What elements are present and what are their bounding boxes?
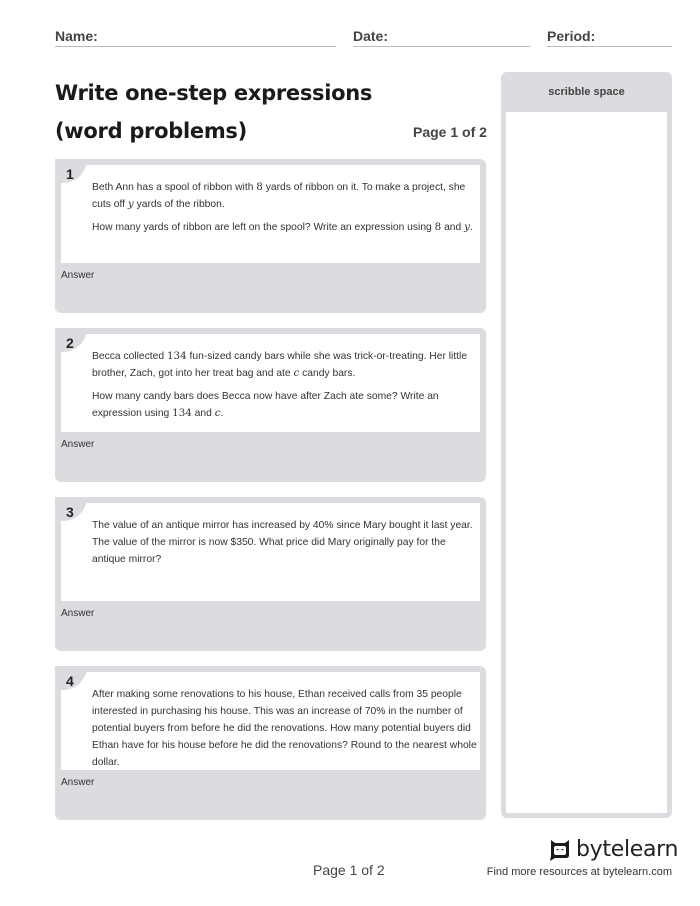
math-token: 134 (166, 350, 187, 362)
answer-label: Answer (61, 608, 95, 619)
math-token: y (464, 221, 470, 233)
question-text (92, 348, 478, 428)
question-text (92, 517, 478, 574)
worksheet-title: Write one-step expressions (word problems) (55, 81, 373, 143)
math-token: 8 (434, 221, 442, 233)
name-field[interactable] (55, 28, 336, 47)
bytelearn-mascot-icon (548, 837, 572, 861)
resources-link[interactable]: Find more resources at bytelearn.com (486, 866, 672, 878)
period-field[interactable] (547, 28, 672, 47)
question-number: 2 (66, 335, 74, 351)
question-paragraph: The value of an antique mirror has increased by 40% since Mary bought it last year. The value of the mirror is now $350. What price did Mary originally pay for the antique mirror? (92, 520, 473, 565)
question-number: 3 (66, 504, 74, 520)
scribble-label: scribble space (548, 86, 625, 98)
question-paragraph: How many yards of ribbon are left on the spool? Write an expression using 8 and y. (92, 221, 473, 233)
date-field[interactable] (353, 28, 530, 47)
scribble-panel (501, 72, 672, 818)
question-paragraph: Becca collected 134 fun-sized candy bars while she was trick-or-treating. Her little brother, Zach, got into her treat bag and ate c candy bars. (92, 350, 468, 379)
question-card (55, 328, 486, 482)
math-token: c (293, 367, 300, 379)
answer-label: Answer (61, 439, 95, 450)
question-card (55, 666, 486, 820)
brand-name: bytelearn (576, 836, 679, 862)
footer-page-indicator: Page 1 of 2 (313, 862, 385, 878)
date-label: Date: (353, 28, 389, 44)
math-token: 8 (256, 181, 263, 193)
question-paragraph: After making some renovations to his house, Ethan received calls from 35 people interested in purchasing his house. This was an increase of 70% in the number of potential buyers from before he did the renovations. How many potential buyers did Ethan have for his house before he did the renovations? Round to the nearest whole dollar. (92, 689, 477, 768)
question-number: 1 (66, 166, 74, 182)
question-number: 4 (66, 673, 74, 689)
scribble-area[interactable] (506, 112, 667, 813)
math-token: y (127, 198, 134, 210)
question-text (92, 686, 478, 777)
question-paragraph: Beth Ann has a spool of ribbon with 8 yards of ribbon on it. To make a project, she cuts off y yards of the ribbon. (92, 181, 466, 210)
answer-label: Answer (61, 270, 95, 281)
question-paragraph: How many candy bars does Becca now have after Zach ate some? Write an expression using 134 and c. (92, 391, 439, 419)
math-token: c (214, 407, 221, 419)
math-token: 134 (172, 407, 192, 419)
page-indicator: Page 1 of 2 (413, 124, 487, 140)
name-label: Name: (55, 28, 98, 44)
question-text (92, 179, 478, 242)
period-label: Period: (547, 28, 596, 44)
bytelearn-logo[interactable] (548, 836, 678, 862)
answer-label: Answer (61, 777, 95, 788)
question-card (55, 159, 486, 313)
question-card (55, 497, 486, 651)
